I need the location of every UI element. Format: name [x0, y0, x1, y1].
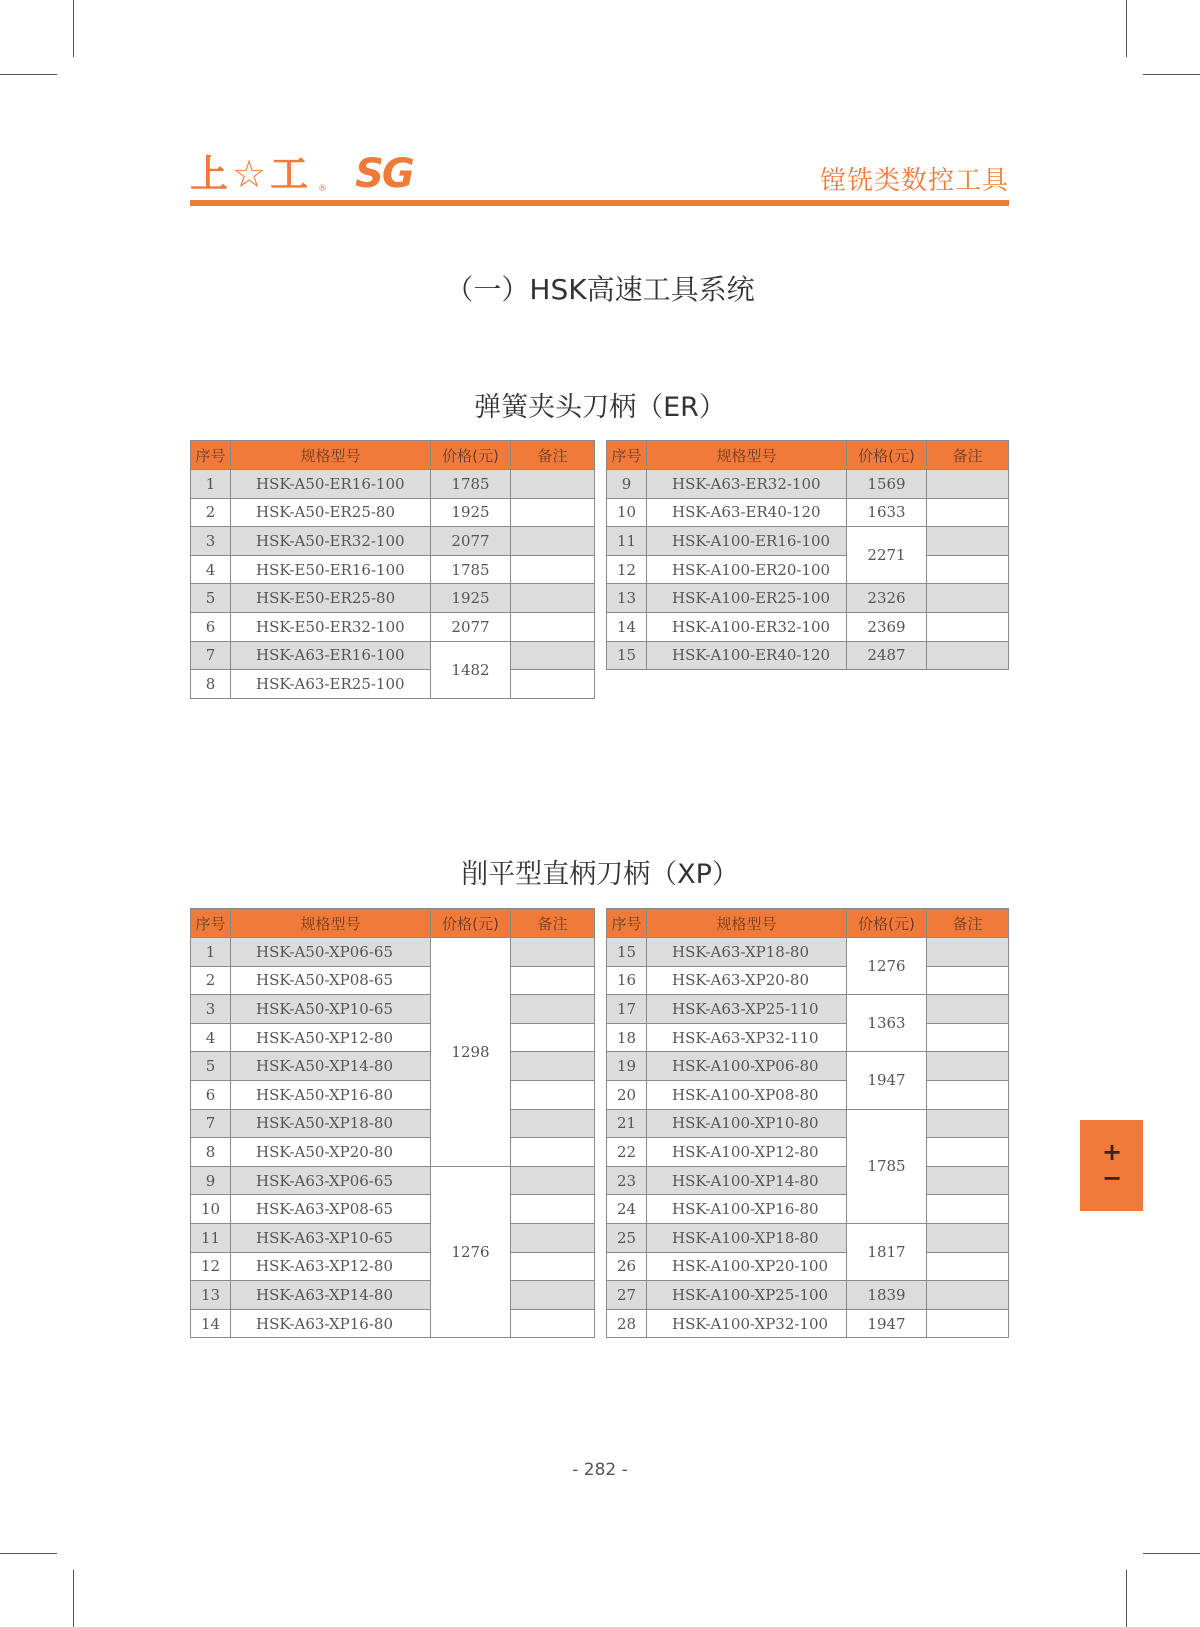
model-cell: HSK-A50-XP20-80 — [231, 1138, 431, 1167]
row-number: 3 — [191, 527, 231, 556]
row-number: 15 — [607, 938, 647, 967]
model-cell: HSK-A100-XP14-80 — [647, 1166, 847, 1195]
table-row — [191, 670, 595, 699]
remark-cell — [511, 1052, 595, 1081]
model-cell: HSK-A63-XP10-65 — [231, 1223, 431, 1252]
table-header — [607, 441, 1009, 470]
table-row — [191, 470, 595, 499]
column-header: 价格(元) — [847, 441, 927, 470]
row-number: 24 — [607, 1195, 647, 1224]
remark-cell — [927, 555, 1009, 584]
column-header: 价格(元) — [847, 909, 927, 938]
remark-cell — [927, 498, 1009, 527]
row-number: 23 — [607, 1166, 647, 1195]
price-cell: 1785 — [431, 470, 511, 499]
table-row — [607, 1195, 1009, 1224]
table-row — [607, 555, 1009, 584]
table-row — [191, 1080, 595, 1109]
price-cell: 1298 — [431, 938, 511, 1167]
remark-cell — [511, 1138, 595, 1167]
table-row — [607, 470, 1009, 499]
xp-table-left — [190, 908, 595, 1338]
row-number: 2 — [191, 966, 231, 995]
table-row — [607, 966, 1009, 995]
crop-mark — [73, 1570, 74, 1627]
table-row — [191, 527, 595, 556]
price-cell: 2487 — [847, 641, 927, 670]
model-cell: HSK-A50-ER32-100 — [231, 527, 431, 556]
model-cell: HSK-E50-ER25-80 — [231, 584, 431, 613]
column-header: 序号 — [191, 441, 231, 470]
remark-cell — [511, 584, 595, 613]
table-row — [607, 527, 1009, 556]
remark-cell — [511, 1195, 595, 1224]
row-number: 21 — [607, 1109, 647, 1138]
price-cell: 1276 — [431, 1166, 511, 1338]
table-row — [191, 1166, 595, 1195]
table-row — [607, 1166, 1009, 1195]
remark-cell — [927, 470, 1009, 499]
table-row — [191, 1252, 595, 1281]
remark-cell — [927, 1252, 1009, 1281]
row-number: 6 — [191, 1080, 231, 1109]
row-number: 22 — [607, 1138, 647, 1167]
column-header: 备注 — [511, 909, 595, 938]
price-cell: 1785 — [847, 1109, 927, 1223]
row-number: 7 — [191, 641, 231, 670]
row-number: 13 — [191, 1281, 231, 1310]
row-number: 11 — [607, 527, 647, 556]
model-cell: HSK-A63-ER40-120 — [647, 498, 847, 527]
remark-cell — [511, 1023, 595, 1052]
remark-cell — [927, 1281, 1009, 1310]
remark-cell — [927, 995, 1009, 1024]
price-cell: 1947 — [847, 1052, 927, 1109]
crop-mark — [1143, 1553, 1200, 1554]
table-row — [607, 584, 1009, 613]
row-number: 27 — [607, 1281, 647, 1310]
column-header: 序号 — [607, 909, 647, 938]
remark-cell — [927, 1138, 1009, 1167]
remark-cell — [927, 1309, 1009, 1338]
zoom-tab[interactable] — [1080, 1120, 1143, 1211]
minus-icon[interactable]: − — [1102, 1164, 1123, 1192]
crop-mark — [1143, 74, 1200, 75]
section-title: （一）HSK高速工具系统 — [445, 273, 755, 306]
remark-cell — [511, 470, 595, 499]
remark-cell — [927, 966, 1009, 995]
remark-cell — [511, 1109, 595, 1138]
xp-title: 削平型直柄刀柄（XP） — [461, 859, 739, 890]
table-row — [191, 612, 595, 641]
remark-cell — [511, 555, 595, 584]
column-header: 价格(元) — [431, 441, 511, 470]
remark-cell — [511, 1281, 595, 1310]
table-row — [607, 938, 1009, 967]
price-cell: 2326 — [847, 584, 927, 613]
table-row — [607, 1109, 1009, 1138]
table-row — [607, 1138, 1009, 1167]
remark-cell — [511, 498, 595, 527]
model-cell: HSK-A100-ER20-100 — [647, 555, 847, 584]
row-number: 14 — [191, 1309, 231, 1338]
model-cell: HSK-E50-ER16-100 — [231, 555, 431, 584]
row-number: 15 — [607, 641, 647, 670]
remark-cell — [927, 641, 1009, 670]
model-cell: HSK-A63-XP06-65 — [231, 1166, 431, 1195]
brand-logo — [190, 148, 413, 197]
model-cell: HSK-A100-ER25-100 — [647, 584, 847, 613]
remark-cell — [511, 966, 595, 995]
xp-table-right — [606, 908, 1009, 1338]
model-cell: HSK-A63-XP32-110 — [647, 1023, 847, 1052]
price-cell: 1925 — [431, 584, 511, 613]
table-row — [607, 1052, 1009, 1081]
remark-cell — [511, 1309, 595, 1338]
row-number: 10 — [607, 498, 647, 527]
model-cell: HSK-A63-XP25-110 — [647, 995, 847, 1024]
column-header: 规格型号 — [231, 441, 431, 470]
table-row — [191, 555, 595, 584]
column-header: 备注 — [511, 441, 595, 470]
crop-mark — [1126, 1570, 1127, 1627]
table-row — [191, 995, 595, 1024]
row-number: 10 — [191, 1195, 231, 1224]
er-title: 弹簧夹头刀柄（ER） — [474, 392, 726, 423]
column-header: 规格型号 — [647, 441, 847, 470]
remark-cell — [927, 1166, 1009, 1195]
table-row — [191, 1109, 595, 1138]
price-cell: 1947 — [847, 1309, 927, 1338]
crop-mark — [0, 74, 57, 75]
remark-cell — [511, 527, 595, 556]
model-cell: HSK-A63-ER16-100 — [231, 641, 431, 670]
model-cell: HSK-A63-XP18-80 — [647, 938, 847, 967]
header-divider — [190, 200, 1009, 206]
table-row — [191, 1281, 595, 1310]
table-row — [607, 1252, 1009, 1281]
price-cell: 1839 — [847, 1281, 927, 1310]
remark-cell — [927, 584, 1009, 613]
remark-cell — [927, 938, 1009, 967]
remark-cell — [511, 995, 595, 1024]
model-cell: HSK-E50-ER32-100 — [231, 612, 431, 641]
row-number: 12 — [607, 555, 647, 584]
price-cell: 1276 — [847, 938, 927, 995]
model-cell: HSK-A50-XP10-65 — [231, 995, 431, 1024]
price-cell: 2369 — [847, 612, 927, 641]
row-number: 5 — [191, 584, 231, 613]
model-cell: HSK-A50-XP12-80 — [231, 1023, 431, 1052]
table-row — [607, 995, 1009, 1024]
table-row — [191, 584, 595, 613]
row-number: 8 — [191, 1138, 231, 1167]
row-number: 5 — [191, 1052, 231, 1081]
row-number: 28 — [607, 1309, 647, 1338]
price-cell: 1817 — [847, 1223, 927, 1280]
table-row — [607, 1281, 1009, 1310]
row-number: 8 — [191, 670, 231, 699]
logo-sg: SG — [355, 151, 413, 197]
remark-cell — [927, 527, 1009, 556]
table-row — [191, 1309, 595, 1338]
er-table-left — [190, 440, 595, 699]
price-cell: 1482 — [431, 641, 511, 698]
er-table-right — [606, 440, 1009, 670]
row-number: 20 — [607, 1080, 647, 1109]
remark-cell — [511, 1166, 595, 1195]
table-row — [191, 1138, 595, 1167]
column-header: 价格(元) — [431, 909, 511, 938]
table-header — [607, 909, 1009, 938]
remark-cell — [927, 612, 1009, 641]
price-cell: 1633 — [847, 498, 927, 527]
row-number: 1 — [191, 938, 231, 967]
model-cell: HSK-A63-XP16-80 — [231, 1309, 431, 1338]
price-cell: 1785 — [431, 555, 511, 584]
model-cell: HSK-A63-ER25-100 — [231, 670, 431, 699]
model-cell: HSK-A100-XP18-80 — [647, 1223, 847, 1252]
remark-cell — [511, 938, 595, 967]
row-number: 2 — [191, 498, 231, 527]
table-row — [191, 1023, 595, 1052]
model-cell: HSK-A100-XP20-100 — [647, 1252, 847, 1281]
table-row — [607, 1080, 1009, 1109]
table-row — [191, 1052, 595, 1081]
model-cell: HSK-A63-XP12-80 — [231, 1252, 431, 1281]
table-row — [607, 1023, 1009, 1052]
category-heading: 镗铣类数控工具 — [819, 166, 1009, 196]
remark-cell — [511, 1223, 595, 1252]
row-number: 18 — [607, 1023, 647, 1052]
table-row — [607, 1223, 1009, 1252]
remark-cell — [927, 1023, 1009, 1052]
column-header: 规格型号 — [231, 909, 431, 938]
column-header: 规格型号 — [647, 909, 847, 938]
model-cell: HSK-A63-ER32-100 — [647, 470, 847, 499]
remark-cell — [511, 670, 595, 699]
model-cell: HSK-A50-XP08-65 — [231, 966, 431, 995]
price-cell: 1569 — [847, 470, 927, 499]
row-number: 14 — [607, 612, 647, 641]
model-cell: HSK-A50-ER25-80 — [231, 498, 431, 527]
page-number: - 282 - — [572, 1460, 628, 1480]
remark-cell — [927, 1223, 1009, 1252]
model-cell: HSK-A63-XP08-65 — [231, 1195, 431, 1224]
table-row — [191, 1195, 595, 1224]
remark-cell — [511, 1252, 595, 1281]
table-row — [607, 1309, 1009, 1338]
row-number: 11 — [191, 1223, 231, 1252]
row-number: 19 — [607, 1052, 647, 1081]
model-cell: HSK-A100-XP16-80 — [647, 1195, 847, 1224]
table-row — [191, 1223, 595, 1252]
price-cell: 2077 — [431, 612, 511, 641]
remark-cell — [511, 641, 595, 670]
row-number: 6 — [191, 612, 231, 641]
table-row — [607, 612, 1009, 641]
row-number: 9 — [607, 470, 647, 499]
table-header — [191, 909, 595, 938]
model-cell: HSK-A50-XP14-80 — [231, 1052, 431, 1081]
table-row — [191, 938, 595, 967]
row-number: 3 — [191, 995, 231, 1024]
price-cell: 1363 — [847, 995, 927, 1052]
model-cell: HSK-A50-XP18-80 — [231, 1109, 431, 1138]
table-row — [191, 498, 595, 527]
row-number: 13 — [607, 584, 647, 613]
row-number: 17 — [607, 995, 647, 1024]
crop-mark — [0, 1553, 57, 1554]
model-cell: HSK-A63-XP20-80 — [647, 966, 847, 995]
column-header: 备注 — [927, 441, 1009, 470]
column-header: 序号 — [191, 909, 231, 938]
model-cell: HSK-A100-XP06-80 — [647, 1052, 847, 1081]
row-number: 12 — [191, 1252, 231, 1281]
row-number: 4 — [191, 1023, 231, 1052]
row-number: 7 — [191, 1109, 231, 1138]
model-cell: HSK-A100-ER32-100 — [647, 612, 847, 641]
column-header: 序号 — [607, 441, 647, 470]
model-cell: HSK-A63-XP14-80 — [231, 1281, 431, 1310]
remark-cell — [511, 612, 595, 641]
row-number: 1 — [191, 470, 231, 499]
row-number: 9 — [191, 1166, 231, 1195]
model-cell: HSK-A100-ER16-100 — [647, 527, 847, 556]
remark-cell — [927, 1080, 1009, 1109]
remark-cell — [927, 1052, 1009, 1081]
registered-mark: ® — [318, 184, 328, 194]
model-cell: HSK-A100-XP32-100 — [647, 1309, 847, 1338]
price-cell: 2271 — [847, 527, 927, 584]
model-cell: HSK-A50-ER16-100 — [231, 470, 431, 499]
model-cell: HSK-A100-XP25-100 — [647, 1281, 847, 1310]
remark-cell — [511, 1080, 595, 1109]
row-number: 4 — [191, 555, 231, 584]
row-number: 26 — [607, 1252, 647, 1281]
remark-cell — [927, 1195, 1009, 1224]
plus-icon[interactable]: + — [1102, 1138, 1123, 1166]
model-cell: HSK-A100-XP08-80 — [647, 1080, 847, 1109]
table-row — [191, 966, 595, 995]
column-header: 备注 — [927, 909, 1009, 938]
price-cell: 1925 — [431, 498, 511, 527]
table-row — [191, 641, 595, 670]
crop-mark — [1126, 0, 1127, 57]
model-cell: HSK-A100-XP12-80 — [647, 1138, 847, 1167]
crop-mark — [73, 0, 74, 57]
model-cell: HSK-A100-ER40-120 — [647, 641, 847, 670]
logo-chinese: 上☆工 — [190, 152, 313, 196]
table-header — [191, 441, 595, 470]
row-number: 16 — [607, 966, 647, 995]
table-row — [607, 498, 1009, 527]
table-row — [607, 641, 1009, 670]
model-cell: HSK-A50-XP16-80 — [231, 1080, 431, 1109]
model-cell: HSK-A50-XP06-65 — [231, 938, 431, 967]
price-cell: 2077 — [431, 527, 511, 556]
row-number: 25 — [607, 1223, 647, 1252]
remark-cell — [927, 1109, 1009, 1138]
model-cell: HSK-A100-XP10-80 — [647, 1109, 847, 1138]
